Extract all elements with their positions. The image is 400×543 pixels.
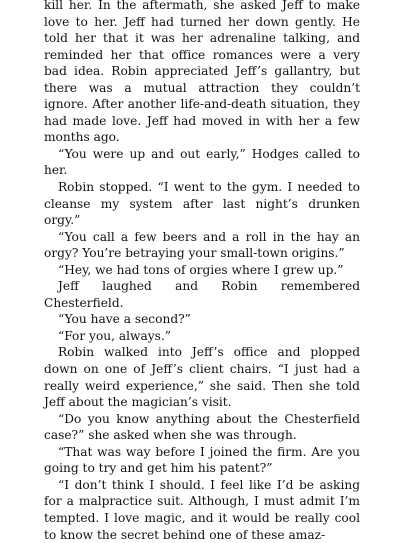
paragraph: “For you, always.”	[58, 328, 171, 343]
paragraph: “Hey, we had tons of orgies where I grew up.”	[58, 262, 344, 277]
paragraph: “I don’t think I should. I feel like I’d be asking for a malpractice suit. Although, I must admit I’m tempted. I love magic, and it would be really cool to know the secret behind one of these amaz-	[44, 477, 360, 542]
paragraph: Robin stopped. “I went to the gym. I needed to cleanse my system after last night’s drunken orgy.”	[44, 180, 360, 228]
paragraph: “That was way before I joined the firm. Are you going to try and get him his patent?”	[44, 444, 360, 476]
paragraph: “You have a second?”	[58, 312, 191, 327]
paragraph: “You call a few beers and a roll in the hay an orgy? You’re betraying your small-town origins.”	[44, 229, 360, 261]
paragraph: Jeff laughed and Robin remembered Chesterfield.	[44, 279, 360, 310]
paragraph: “Do you know anything about the Chesterfield case?” she asked when she was through.	[44, 411, 360, 443]
paragraph: kill her. In the aftermath, she asked Jeff to make love to her. Jeff had turned her down gently. He told her that it was her adrenaline talking, and reminded her that office romances were a very bad idea. Robin appreciated Jeff’s gallantry, but there was a mutual attraction they couldn’t ignore. After another life-and-death situation, they had made love. Jeff had moved in with her a few months ago.	[44, 0, 360, 145]
paragraph: Robin walked into Jeff’s office and plopped down on one of Jeff’s client chairs. “I just had a really weird experience,” she said. Then she told Jeff about the magician’s visit.	[44, 345, 360, 410]
paragraph: “You were up and out early,” Hodges called to her.	[44, 146, 360, 178]
book-page-text	[44, 0, 360, 543]
